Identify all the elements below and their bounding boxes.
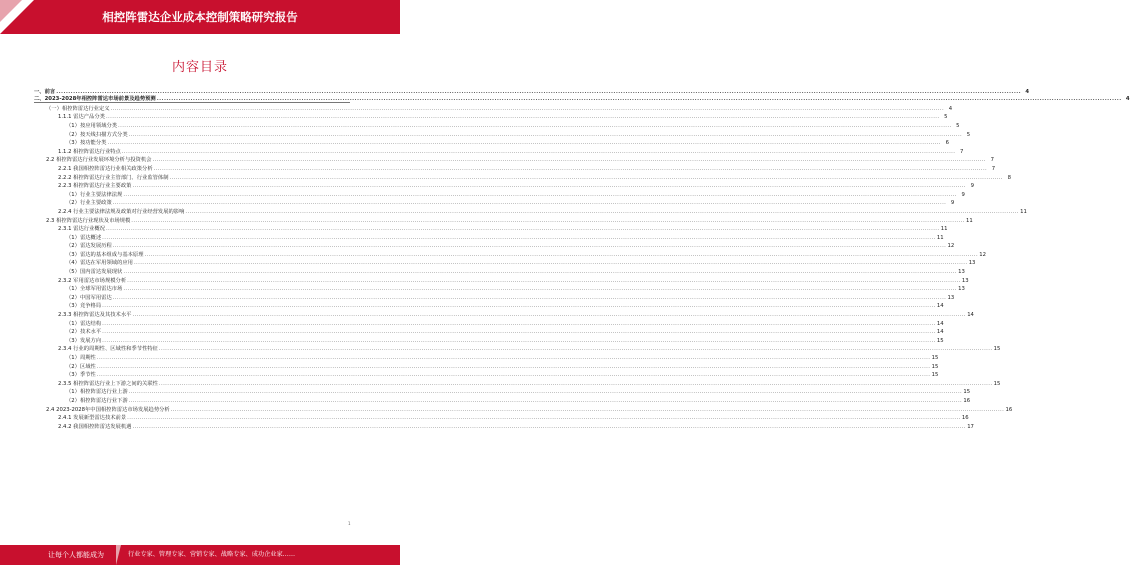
toc-leader-dots: ................................................................................................................................................................................................................................................................................................................................................................................................................ — [112, 294, 947, 301]
toc-entry[interactable] — [34, 275, 969, 284]
toc-entry-title: 2.4.1 发展新型雷达技术前景 — [58, 415, 127, 422]
toc-entry-title: 2.3.3 相控阵雷达及其技术水平 — [58, 312, 132, 319]
toc-leader-dots: ................................................................................................................................................................................................................................................................................................................................................................................................................ — [123, 286, 957, 293]
toc-entry[interactable] — [34, 421, 974, 430]
toc-heading: 内容目录 — [171, 60, 228, 75]
toc-entry-page: 15 — [931, 372, 939, 379]
toc-entry-title: （3）竞争格局 — [66, 303, 102, 310]
toc-entry[interactable] — [34, 146, 964, 155]
toc-leader-dots: ................................................................................................................................................................................................................................................................................................................................................................................................................ — [158, 346, 993, 353]
toc-leader-dots: ................................................................................................................................................................................................................................................................................................................................................................................................................ — [127, 277, 961, 284]
toc-entry-title: 2.2 相控阵雷达行业发展环境分析与投资机会 — [46, 157, 152, 164]
toc-leader-dots: ................................................................................................................................................................................................................................................................................................................................................................................................................ — [96, 372, 931, 379]
toc-entry-page: 15 — [931, 355, 939, 361]
toc-entry[interactable] — [34, 335, 944, 344]
toc-entry-title: 2.4.2 我国相控阵雷达发展机遇 — [58, 423, 132, 430]
toc-entry[interactable] — [34, 352, 939, 361]
footer-slogan: 让每个人都能成为 — [48, 551, 104, 559]
toc-entry[interactable] — [34, 395, 971, 404]
toc-entry-page: 4 — [1025, 88, 1030, 95]
toc-entry[interactable] — [34, 284, 965, 293]
toc-entry[interactable] — [34, 95, 1130, 104]
toc-leader-dots: ................................................................................................................................................................................................................................................................................................................................................................................................................ — [107, 140, 941, 147]
toc-entry-page: 11 — [966, 217, 973, 224]
toc-entry-page: 7 — [990, 157, 994, 164]
toc-leader-dots: ................................................................................................................................................................................................................................................................................................................................................................................................................ — [112, 200, 947, 207]
toc-entry-page: 13 — [958, 286, 965, 293]
toc-leader-dots: ................................................................................................................................................................................................................................................................................................................................................................................................................ — [158, 380, 993, 387]
toc-entry-page: 14 — [936, 303, 944, 310]
toc-entry[interactable] — [34, 206, 1027, 215]
toc-entry[interactable] — [34, 181, 974, 190]
toc-entry-title: 二、2023-2028年相控阵雷达市场前景及趋势预测 — [34, 96, 156, 103]
toc-entry[interactable] — [34, 292, 955, 301]
toc-entry-title: （1）相控阵雷达行业上游 — [66, 389, 128, 396]
toc-entry-page: 12 — [979, 251, 987, 258]
toc-entry-page: 15 — [963, 389, 971, 396]
toc-entry[interactable] — [34, 224, 948, 233]
toc-entry[interactable] — [34, 387, 971, 396]
toc-entry-title: （1）雷达概述 — [66, 234, 102, 241]
toc-entry-title: 2.2.3 相控阵雷达行业主要政策 — [58, 183, 132, 190]
toc-entry[interactable] — [34, 361, 939, 370]
toc-leader-dots: ................................................................................................................................................................................................................................................................................................................................................................................................................ — [132, 312, 966, 319]
toc-entry-page: 14 — [936, 329, 944, 336]
toc-leader-dots: ................................................................................................................................................................................................................................................................................................................................................................................................................ — [156, 96, 1122, 103]
toc-leader-dots: ................................................................................................................................................................................................................................................................................................................................................................................................................ — [105, 226, 940, 233]
toc-entry-title: （1）雷达结构 — [66, 320, 102, 327]
toc-entry-title: （2）技术水平 — [66, 329, 102, 336]
toc-leader-dots: ................................................................................................................................................................................................................................................................................................................................................................................................................ — [105, 114, 940, 121]
toc-entry[interactable] — [34, 155, 994, 164]
toc-leader-dots: ................................................................................................................................................................................................................................................................................................................................................................................................................ — [118, 122, 952, 129]
toc-entry-title: （3）季节性 — [66, 372, 96, 379]
footer-divider-accent — [116, 545, 121, 565]
toc-leader-dots: ................................................................................................................................................................................................................................................................................................................................................................................................................ — [96, 355, 931, 361]
toc-leader-dots: ................................................................................................................................................................................................................................................................................................................................................................................................................ — [102, 329, 936, 336]
toc-entry-title: （2）雷达发展历程 — [66, 243, 112, 250]
toc-entry[interactable] — [34, 241, 955, 250]
toc-entry[interactable] — [34, 370, 939, 379]
toc-leader-dots: ................................................................................................................................................................................................................................................................................................................................................................................................................ — [185, 208, 1019, 215]
header-banner — [0, 0, 400, 34]
toc-leader-dots: ................................................................................................................................................................................................................................................................................................................................................................................................................ — [96, 363, 931, 370]
toc-entry-page: 16 — [1005, 406, 1013, 413]
toc-entry-page: 14 — [967, 312, 974, 319]
toc-entry[interactable] — [34, 138, 949, 147]
page-number: 1 — [348, 521, 351, 526]
toc-entry-page: 6 — [945, 140, 949, 147]
toc-leader-dots: ................................................................................................................................................................................................................................................................................................................................................................................................................ — [102, 320, 936, 327]
toc-entry-title: 2.2.1 我国相控阵雷达行业相关政策分析 — [58, 165, 153, 172]
toc-entry-page: 5 — [956, 122, 960, 129]
toc-leader-dots: ................................................................................................................................................................................................................................................................................................................................................................................................................ — [123, 269, 957, 276]
toc-entry-page: 16 — [963, 397, 971, 404]
toc-entry-page: 9 — [961, 191, 965, 198]
toc-entry[interactable] — [34, 189, 965, 198]
toc-entry[interactable] — [34, 309, 974, 319]
toc-entry-page: 17 — [967, 423, 974, 430]
toc-leader-dots: ................................................................................................................................................................................................................................................................................................................................................................................................................ — [102, 337, 936, 344]
toc-entry-title: （一）相控阵雷达行业定义 — [46, 105, 110, 112]
toc-leader-dots: ................................................................................................................................................................................................................................................................................................................................................................................................................ — [110, 105, 945, 112]
toc-entry-title: 1.1.2 相控阵雷达行业特点 — [58, 148, 121, 155]
toc-entry[interactable] — [34, 163, 996, 172]
toc-entry-page: 9 — [950, 200, 955, 207]
toc-leader-dots: ................................................................................................................................................................................................................................................................................................................................................................................................................ — [153, 165, 988, 172]
toc-entry-title: 2.4 2023-2028年中国相控阵雷达市场发展趋势分析 — [46, 406, 170, 413]
toc-leader-dots: ................................................................................................................................................................................................................................................................................................................................................................................................................ — [121, 148, 956, 155]
toc-leader-dots: ................................................................................................................................................................................................................................................................................................................................................................................................................ — [133, 260, 968, 267]
toc-entry-title: 2.3.4 行业的周期性、区域性和季节性特征 — [58, 346, 158, 353]
toc-entry-title: 2.3.5 相控阵雷达行业上下游之间的关联性 — [58, 380, 158, 387]
table-of-contents — [34, 86, 1130, 430]
toc-leader-dots: ................................................................................................................................................................................................................................................................................................................................................................................................................ — [102, 234, 936, 241]
toc-entry-title: 1.1.1 雷达产品分类 — [58, 114, 105, 121]
toc-entry-page: 13 — [961, 277, 969, 284]
toc-entry-page: 15 — [993, 346, 1001, 353]
toc-entry[interactable] — [34, 129, 971, 138]
toc-entry-page: 5 — [944, 114, 948, 121]
toc-entry-page: 14 — [936, 320, 944, 327]
toc-leader-dots: ................................................................................................................................................................................................................................................................................................................................................................................................................ — [170, 406, 1005, 413]
toc-leader-dots: ................................................................................................................................................................................................................................................................................................................................................................................................................ — [112, 243, 947, 250]
toc-leader-dots: ................................................................................................................................................................................................................................................................................................................................................................................................................ — [132, 423, 966, 430]
toc-entry[interactable] — [34, 318, 944, 327]
toc-entry-title: （1）按应用领域分类 — [66, 122, 118, 129]
toc-entry-page: 13 — [947, 294, 955, 301]
toc-entry-page: 13 — [968, 260, 976, 267]
toc-entry-title: （1）行业主要法律法规 — [66, 191, 123, 198]
toc-entry-page: 7 — [991, 165, 996, 172]
toc-leader-dots: ................................................................................................................................................................................................................................................................................................................................................................................................................ — [128, 131, 963, 138]
toc-entry-title: 2.2.2 相控阵雷达行业主管部门、行业监管体制 — [58, 174, 169, 181]
toc-entry[interactable] — [34, 301, 944, 310]
toc-entry-page: 12 — [947, 243, 955, 250]
toc-entry[interactable] — [34, 258, 976, 267]
toc-leader-dots: ................................................................................................................................................................................................................................................................................................................................................................................................................ — [102, 303, 936, 310]
toc-entry-title: （2）区域性 — [66, 363, 96, 370]
toc-entry[interactable] — [34, 198, 955, 207]
toc-entry[interactable] — [34, 378, 1001, 387]
toc-entry-title: 2.2.4 行业主要法律法规及政策对行业经营发展的影响 — [58, 208, 185, 215]
toc-entry-title: （5）国内雷达发展现状 — [66, 269, 123, 276]
toc-leader-dots: ................................................................................................................................................................................................................................................................................................................................................................................................................ — [152, 157, 986, 164]
toc-entry-page: 15 — [936, 337, 944, 344]
toc-entry-page: 15 — [931, 363, 939, 370]
toc-leader-dots: ................................................................................................................................................................................................................................................................................................................................................................................................................ — [56, 88, 1022, 95]
toc-entry[interactable] — [34, 112, 948, 121]
toc-entry[interactable] — [34, 404, 1013, 413]
toc-entry-title: 2.3.1 雷达行业概况 — [58, 226, 105, 233]
toc-leader-dots: ................................................................................................................................................................................................................................................................................................................................................................................................................ — [169, 174, 1004, 181]
toc-entry[interactable] — [34, 120, 960, 129]
toc-entry-title: 2.3 相控阵雷达行业现状及市场规模 — [46, 217, 131, 224]
document-title: 相控阵雷达企业成本控制策略研究报告 — [102, 10, 298, 24]
toc-entry-page: 16 — [961, 415, 969, 422]
toc-entry-title: 2.3.2 军用雷达市场规模分析 — [58, 277, 127, 284]
toc-entry-page: 13 — [958, 269, 965, 276]
footer-banner — [0, 545, 400, 565]
toc-entry-page: 11 — [936, 234, 944, 241]
toc-leader-dots: ................................................................................................................................................................................................................................................................................................................................................................................................................ — [128, 397, 963, 404]
toc-entry[interactable] — [34, 266, 965, 276]
toc-entry-page: 11 — [940, 226, 948, 233]
toc-entry[interactable] — [34, 172, 1012, 181]
toc-entry-title: （3）按功能分类 — [66, 140, 107, 147]
toc-leader-dots: ................................................................................................................................................................................................................................................................................................................................................................................................................ — [132, 183, 966, 190]
toc-entry-title: （2）中国军用雷达 — [66, 294, 112, 301]
toc-entry-page: 9 — [970, 183, 974, 190]
toc-entry-title: （2）按天线扫描方式分类 — [66, 131, 128, 138]
toc-entry-page: 5 — [966, 131, 971, 138]
toc-entry-page: 4 — [1125, 96, 1130, 103]
toc-entry[interactable] — [34, 232, 944, 241]
toc-entry-title: （1）周期性 — [66, 355, 96, 361]
toc-entry-title: （3）雷达的基本组成与基本原理 — [66, 251, 144, 258]
toc-entry[interactable] — [34, 249, 987, 258]
toc-entry-page: 11 — [1020, 208, 1027, 215]
footer-tagline: 行业专家、管理专家、营销专家、战略专家、成功企业家…… — [128, 551, 296, 558]
toc-entry[interactable] — [34, 344, 1001, 353]
toc-entry-page: 8 — [1007, 174, 1012, 181]
toc-leader-dots: ................................................................................................................................................................................................................................................................................................................................................................................................................ — [131, 217, 965, 224]
toc-entry-page: 4 — [948, 105, 953, 112]
toc-leader-dots: ................................................................................................................................................................................................................................................................................................................................................................................................................ — [128, 389, 963, 396]
toc-entry-title: （1）全球军用雷达市场 — [66, 286, 123, 293]
toc-leader-dots: ................................................................................................................................................................................................................................................................................................................................................................................................................ — [123, 191, 957, 198]
toc-entry[interactable] — [34, 86, 1030, 95]
toc-entry-title: （3）发展方向 — [66, 337, 102, 344]
toc-leader-dots: ................................................................................................................................................................................................................................................................................................................................................................................................................ — [144, 251, 979, 258]
toc-entry-page: 15 — [993, 380, 1001, 387]
toc-entry-title: （4）雷达在军用领域的应用 — [66, 260, 133, 267]
toc-entry-title: 一、前言 — [34, 88, 56, 95]
toc-entry[interactable] — [34, 103, 953, 112]
toc-entry[interactable] — [34, 413, 969, 422]
toc-entry[interactable] — [34, 215, 973, 224]
toc-entry-title: （2）行业主要政策 — [66, 200, 112, 207]
toc-entry[interactable] — [34, 327, 944, 336]
toc-leader-dots: ................................................................................................................................................................................................................................................................................................................................................................................................................ — [127, 415, 961, 422]
toc-entry-title: （2）相控阵雷达行业下游 — [66, 397, 128, 404]
toc-entry-page: 7 — [959, 148, 964, 155]
